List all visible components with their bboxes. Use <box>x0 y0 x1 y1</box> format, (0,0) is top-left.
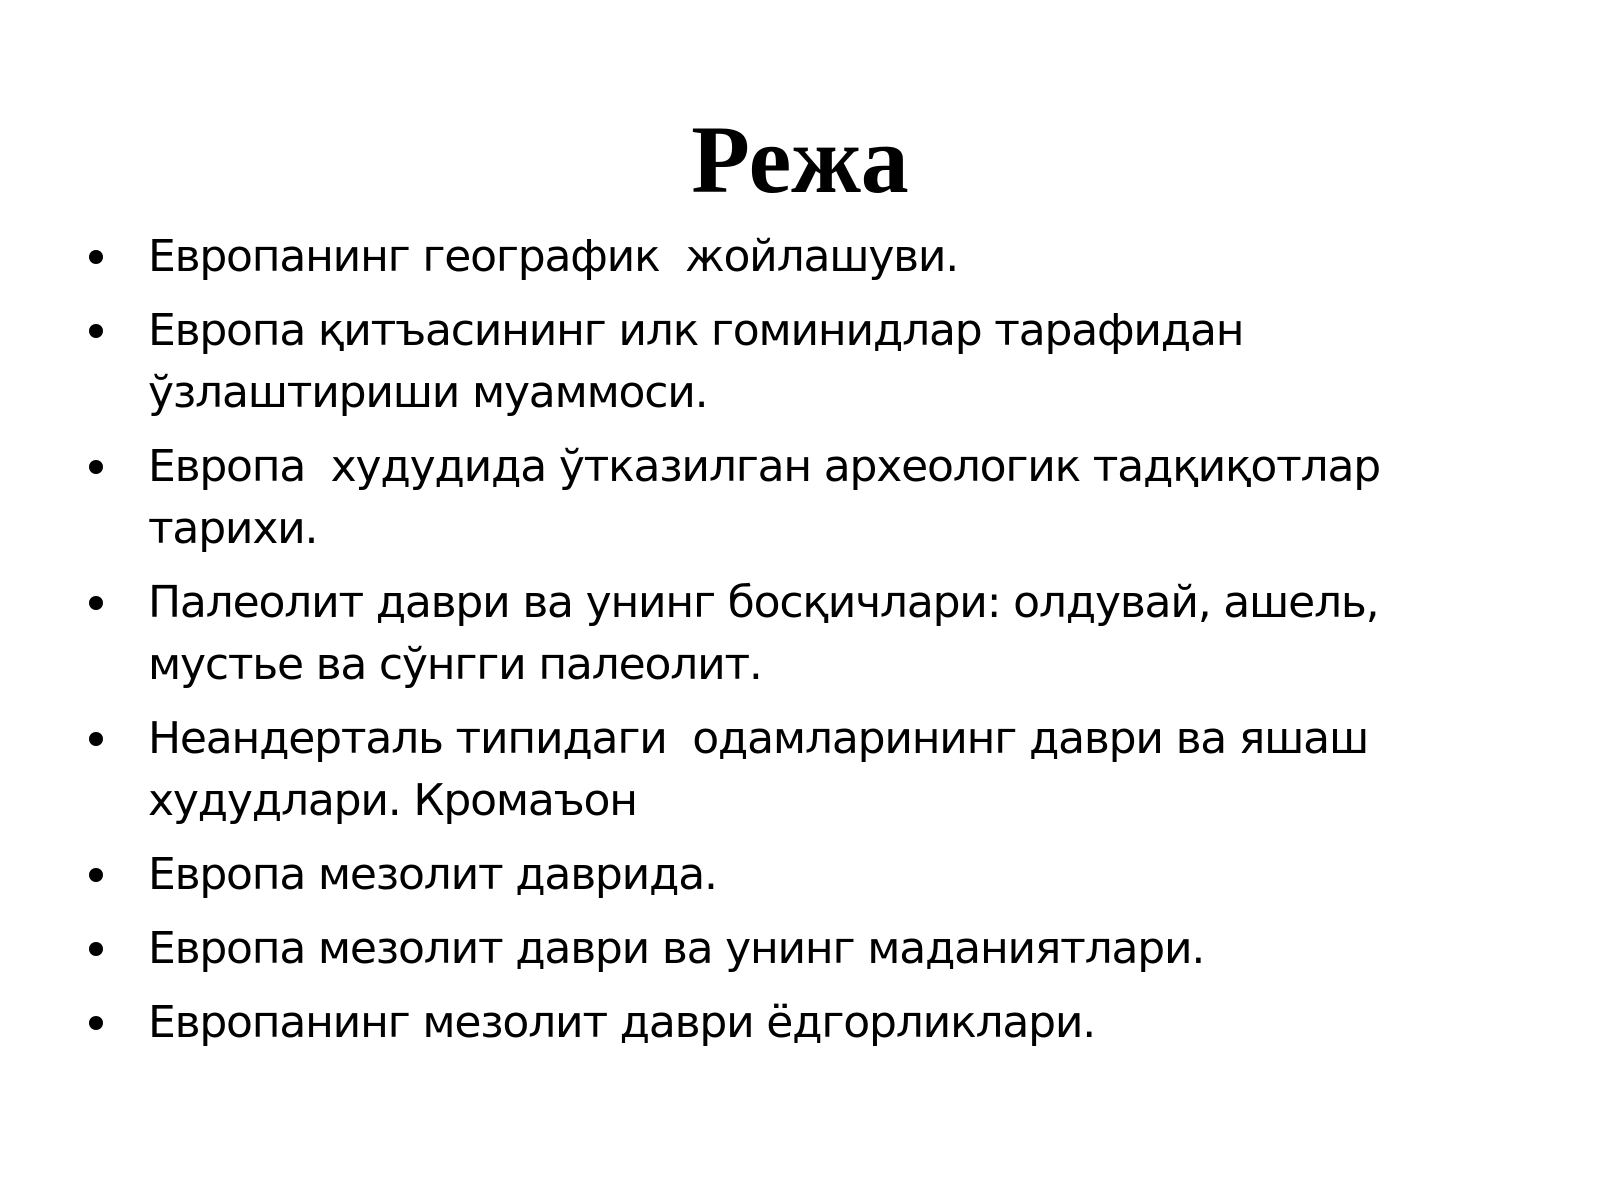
bullet-dot-icon <box>89 1016 103 1030</box>
list-item-text: Неандерталь типидаги одамларининг даври ва яшаш худудлари. Кромаъон <box>148 713 1381 826</box>
bullet-dot-icon <box>89 732 103 746</box>
list-item-text: Палеолит даври ва унинг босқичлари: олдувай, ашель, мустье ва сўнгги палеолит. <box>148 577 1392 690</box>
list-item <box>148 226 1488 288</box>
list-item-text: Европанинг географик жойлашуви. <box>148 231 959 282</box>
list-item <box>148 300 1488 424</box>
bullet-dot-icon <box>89 868 103 882</box>
slide-title: Режа <box>691 106 909 213</box>
bullet-dot-icon <box>89 596 103 610</box>
list-item <box>148 844 1488 906</box>
list-item <box>148 572 1488 696</box>
list-item-text: Европа мезолит даври ва унинг маданиятлари. <box>148 923 1205 974</box>
bullet-dot-icon <box>89 324 103 338</box>
list-item-text: Европа худудида ўтказилган археологик тадқиқотлар тарихи. <box>148 441 1393 554</box>
list-item <box>148 436 1488 560</box>
bullet-dot-icon <box>89 250 103 264</box>
list-item <box>148 992 1488 1054</box>
list-item <box>148 918 1488 980</box>
bullet-dot-icon <box>89 942 103 956</box>
list-item <box>148 708 1488 832</box>
list-item-text: Европа қитъасининг илк гоминидлар тарафидан ўзлаштириши муаммоси. <box>148 305 1257 418</box>
list-item-text: Европа мезолит даврида. <box>148 849 717 900</box>
bullet-list <box>148 226 1488 1066</box>
bullet-dot-icon <box>89 460 103 474</box>
list-item-text: Европанинг мезолит даври ёдгорликлари. <box>148 997 1096 1048</box>
